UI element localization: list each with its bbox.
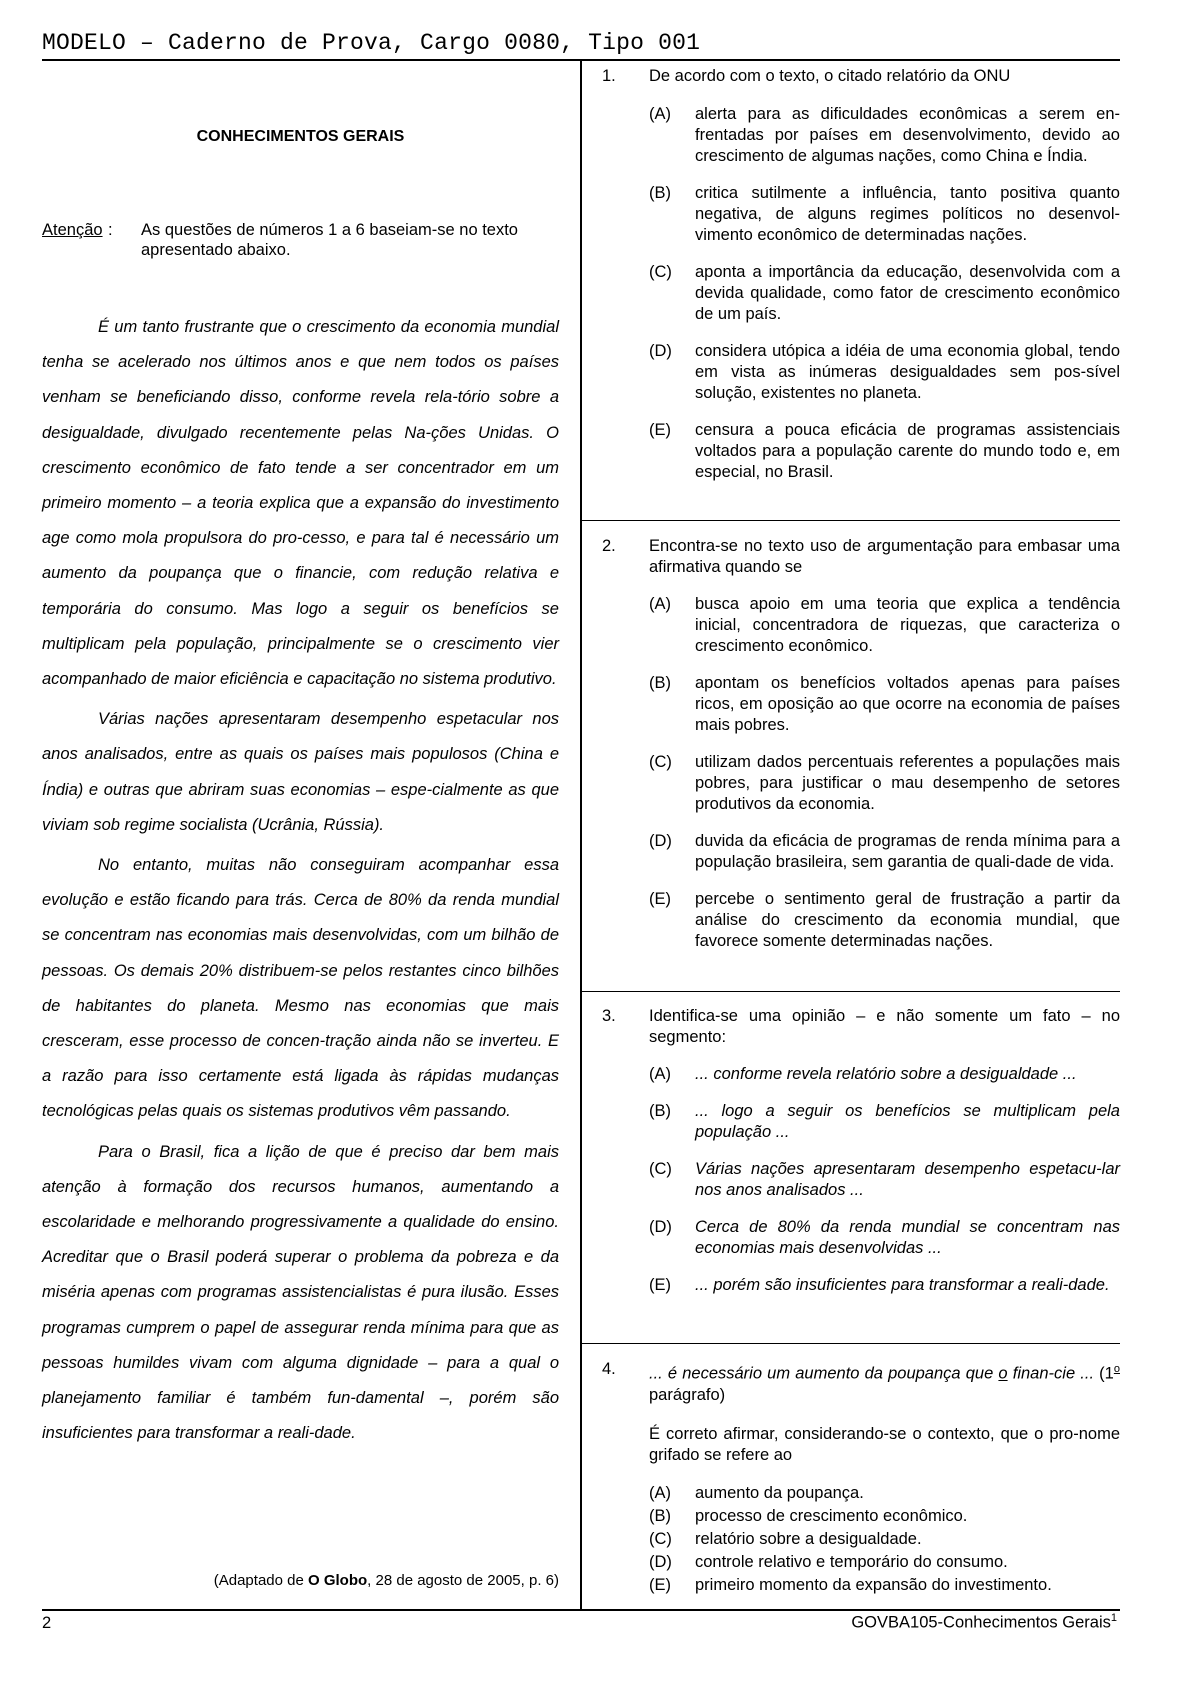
question-3 bbox=[602, 1006, 1120, 1296]
option-b[interactable]: (B) apontam os benefícios voltados apenas para países ricos, em oposição ao que ocorre na economia de países mais pobres. bbox=[649, 674, 1120, 734]
option-a[interactable]: (A) aumento da poupança. bbox=[649, 1483, 864, 1502]
question-4 bbox=[602, 1359, 1120, 1596]
attention-colon: : bbox=[108, 221, 113, 239]
question-number: 3. bbox=[602, 1007, 616, 1025]
option-b[interactable]: (B) processo de crescimento econômico. bbox=[649, 1506, 968, 1525]
question-stem: ... é necessário um aumento da poupança que o finan-cie ... (1$^o$ parágrafo) bbox=[649, 1363, 1120, 1404]
question-separator bbox=[582, 991, 1120, 992]
column-divider bbox=[580, 60, 582, 1610]
question-number: 1. bbox=[602, 67, 616, 85]
question-1 bbox=[602, 66, 1120, 483]
question-separator bbox=[582, 1343, 1120, 1344]
question-separator bbox=[582, 520, 1120, 521]
passage-paragraph-3: No entanto, muitas não conseguiram acompanhar essa evolução e estão ficando para trás. Cerca de 80% da renda mundial se concentram nas economias mais desenvolvidas, com um bilhão de pessoas. Os demais 20% distribuem-se pelos restantes cinco bilhões de habitantes do planeta. Mesmo nas economias que mais cresceram, esse processo de concen-tração ainda não se inverteu. E a razão para isso certamente está ligada às rápidas mudanças tecnológicas pelas quais os sistemas produtivos vêm passando. bbox=[42, 856, 559, 1121]
option-c[interactable]: (C) utilizam dados percentuais referentes a populações mais pobres, para justificar o mau desempenho de setores produtivos da economia. bbox=[649, 753, 1120, 813]
attention-label: Atenção bbox=[42, 221, 103, 239]
option-c[interactable]: (C) aponta a importância da educação, desenvolvida com a devida qualidade, como fator de crescimento econômico de um país. bbox=[649, 263, 1120, 323]
question-number: 2. bbox=[602, 537, 616, 555]
underlined-pronoun: o bbox=[998, 1364, 1008, 1383]
passage-paragraph-4: Para o Brasil, fica a lição de que é preciso dar bem mais atenção à formação dos recursos humanos, aumentando a escolaridade e melhorando progressivamente a qualidade do ensino. Acreditar que o Brasil poderá superar o problema da pobreza e da miséria apenas com programas assistencialistas é pura ilusão. Esses programas cumprem o papel de assegurar renda mínima para que as pessoas humildes vivam com alguma dignidade – para a qual o planejamento familiar é também fun-damental –, porém são insuficientes para transformar a reali-dade. bbox=[42, 1142, 559, 1443]
option-e[interactable]: (E) censura a pouca eficácia de programas assistenciais voltados para a população carente do mundo todo e, em especial, no Brasil. bbox=[649, 421, 1120, 481]
section-title: CONHECIMENTOS GERAIS bbox=[196, 128, 405, 145]
option-a[interactable]: (A) ... conforme revela relatório sobre a desigualdade ... bbox=[649, 1065, 1077, 1083]
option-d[interactable]: (D) considera utópica a idéia de uma economia global, tendo em vista as inúmeras desigualdades sem pos-sível solução, existentes no planeta. bbox=[649, 342, 1120, 402]
passage-source: (Adaptado de O Globo, 28 de agosto de 2005, p. 6) bbox=[213, 1572, 559, 1589]
question-stem: Encontra-se no texto uso de argumentação para embasar uma afirmativa quando se bbox=[649, 537, 1120, 576]
option-a[interactable]: (A) alerta para as dificuldades econômicas a serem en-frentadas por países em desenvolvimento, devido ao crescimento de algumas nações, como China e Índia. bbox=[649, 105, 1120, 165]
option-b[interactable]: (B) ... logo a seguir os benefícios se multiplicam pela população ... bbox=[649, 1102, 1120, 1141]
option-e[interactable]: (E) ... porém são insuficientes para transformar a reali-dade. bbox=[649, 1276, 1110, 1294]
option-b[interactable]: (B) critica sutilmente a influência, tanto positiva quanto negativa, de alguns regimes políticos no desenvol-vimento econômico de determinadas nações. bbox=[649, 184, 1120, 244]
question-2 bbox=[602, 536, 1120, 952]
page-header: MODELO – Caderno de Prova, Cargo 0080, Tipo 001 bbox=[42, 30, 701, 56]
option-d[interactable]: (D) Cerca de 80% da renda mundial se concentram nas economias mais desenvolvidas ... bbox=[649, 1218, 1120, 1257]
exam-code: GOVBA105-Conhecimentos Gerais$^1$ bbox=[851, 1612, 1117, 1632]
question-instruction: É correto afirmar, considerando-se o contexto, que o pro-nome grifado se refere ao bbox=[649, 1424, 1120, 1464]
page-number: 2 bbox=[42, 1614, 52, 1632]
question-number: 4. bbox=[602, 1360, 616, 1378]
footer-rule bbox=[42, 1609, 1120, 1611]
option-d[interactable]: (D) controle relativo e temporário do consumo. bbox=[649, 1552, 1008, 1571]
option-c[interactable]: (C) Várias nações apresentaram desempenho espetacu-lar nos anos analisados ... bbox=[649, 1160, 1120, 1199]
option-d[interactable]: (D) duvida da eficácia de programas de renda mínima para a população brasileira, sem garantia de quali-dade de vida. bbox=[649, 832, 1120, 871]
question-stem: Identifica-se uma opinião – e não somente um fato – no segmento: bbox=[649, 1007, 1120, 1046]
option-e[interactable]: (E) primeiro momento da expansão do investimento. bbox=[649, 1575, 1052, 1594]
reading-passage bbox=[42, 310, 559, 1457]
option-e[interactable]: (E) percebe o sentimento geral de frustração a partir da análise do crescimento da economia mundial, que favorece somente determinadas nações. bbox=[649, 890, 1120, 950]
attention-note bbox=[42, 220, 559, 260]
question-stem: De acordo com o texto, o citado relatório da ONU bbox=[649, 67, 1011, 85]
passage-paragraph-1: É um tanto frustrante que o crescimento da economia mundial tenha se acelerado nos últimos anos e que nem todos os países venham se beneficiando disso, conforme revela rela-tório sobre a desigualdade, divulgado recentemente pelas Na-ções Unidas. O crescimento econômico de fato tende a ser concentrador em um primeiro momento – a teoria explica que a expansão do investimento age como mola propulsora do pro-cesso, e para tal é necessário um aumento da poupança que o financie, com redução relativa e temporária do consumo. Mas logo a seguir os benefícios se multiplicam pela população, principalmente se o crescimento vier acompanhado de maior eficiência e capacitação no sistema produtivo. bbox=[42, 318, 559, 689]
source-publication: O Globo bbox=[308, 1572, 368, 1589]
option-a[interactable]: (A) busca apoio em uma teoria que explica a tendência inicial, concentradora de riquezas, que caracteriza o crescimento econômico. bbox=[649, 595, 1120, 655]
passage-paragraph-2: Várias nações apresentaram desempenho espetacular nos anos analisados, entre as quais os países mais populosos (China e Índia) e outras que abriram suas economias – espe-cialmente as que viviam sob regime socialista (Ucrânia, Rússia). bbox=[42, 710, 559, 834]
attention-text: As questões de números 1 a 6 baseiam-se no texto apresentado abaixo. bbox=[141, 221, 518, 259]
option-c[interactable]: (C) relatório sobre a desigualdade. bbox=[649, 1529, 922, 1548]
